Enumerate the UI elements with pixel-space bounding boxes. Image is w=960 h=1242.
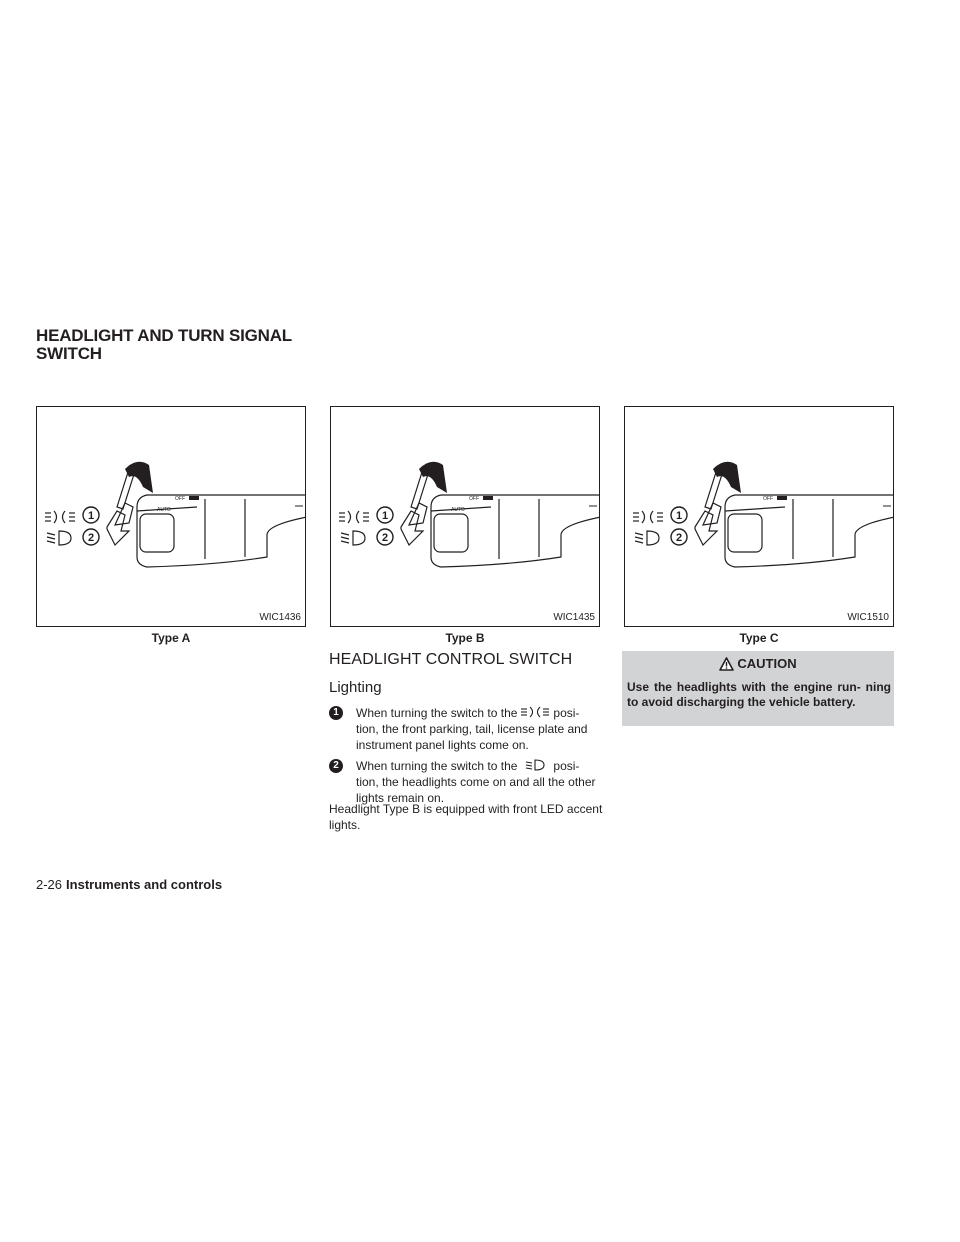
section-title-line1: HEADLIGHT AND TURN SIGNAL xyxy=(36,326,292,345)
callout-1 xyxy=(671,507,687,523)
svg-text:AUTO: AUTO xyxy=(451,507,465,513)
item-number: 1 xyxy=(329,706,343,720)
svg-text:1: 1 xyxy=(381,510,389,522)
svg-text:OFF: OFF xyxy=(175,496,185,502)
svg-text:1: 1 xyxy=(87,510,95,522)
section-title-line2: SWITCH xyxy=(36,344,102,363)
heading: HEADLIGHT CONTROL SWITCH xyxy=(329,651,573,668)
headlight-icon xyxy=(635,531,659,545)
caution-title: CAUTION xyxy=(737,656,797,671)
svg-text:OFF: OFF xyxy=(469,496,479,502)
figure-type-a xyxy=(36,406,306,627)
warning-triangle-icon xyxy=(719,657,734,671)
parking-light-icon xyxy=(339,511,369,523)
figure-type-b xyxy=(330,406,600,627)
page-footer xyxy=(36,877,222,893)
figure-caption-type-b: Type B xyxy=(445,631,485,645)
headlight-icon xyxy=(341,531,365,545)
caution-header xyxy=(622,656,894,672)
figure-code: WIC1436 xyxy=(259,612,301,623)
figure-type-c xyxy=(624,406,894,627)
svg-text:AUTO: AUTO xyxy=(157,507,171,513)
figure-caption-type-a: Type A xyxy=(151,631,191,645)
headlight-switch-illustration xyxy=(37,407,306,627)
headlight-icon xyxy=(520,759,550,771)
callout-2 xyxy=(377,529,393,545)
parking-light-icon xyxy=(633,511,663,523)
paragraph-led-note: Headlight Type B is equipped with front LED accent lights. xyxy=(329,802,603,832)
page-number: 2-26 xyxy=(36,877,63,892)
list-item-2 xyxy=(329,758,604,806)
svg-text:2: 2 xyxy=(675,532,683,544)
svg-text:2: 2 xyxy=(87,532,95,544)
callout-2 xyxy=(83,529,99,545)
item-text: When turning the switch to the posi- tion, the headlights come on and all the other lights remain on. xyxy=(356,759,596,805)
headlight-icon xyxy=(47,531,71,545)
headlight-switch-illustration xyxy=(625,407,894,627)
callout-1 xyxy=(377,507,393,523)
svg-text:OFF: OFF xyxy=(763,496,773,502)
parking-light-icon xyxy=(45,511,75,523)
item-number: 2 xyxy=(329,759,343,773)
figure-code: WIC1510 xyxy=(847,612,889,623)
figure-caption-type-c: Type C xyxy=(739,631,779,645)
svg-text:1: 1 xyxy=(675,510,683,522)
headlight-switch-illustration xyxy=(331,407,600,627)
section-title xyxy=(36,327,292,363)
svg-text:2: 2 xyxy=(381,532,389,544)
item-text: When turning the switch to the posi- tion, the front parking, tail, license plate and instrument panel lights come on. xyxy=(356,706,588,752)
callout-2 xyxy=(671,529,687,545)
list-item-1 xyxy=(329,705,604,753)
figure-code: WIC1435 xyxy=(553,612,595,623)
caution-box xyxy=(622,651,894,726)
chapter-title: Instruments and controls xyxy=(66,877,223,892)
parking-light-icon xyxy=(520,706,550,718)
caution-body: Use the headlights with the engine run- ning to avoid discharging the vehicle battery. xyxy=(627,680,891,709)
callout-1 xyxy=(83,507,99,523)
subheading: Lighting xyxy=(329,679,382,696)
